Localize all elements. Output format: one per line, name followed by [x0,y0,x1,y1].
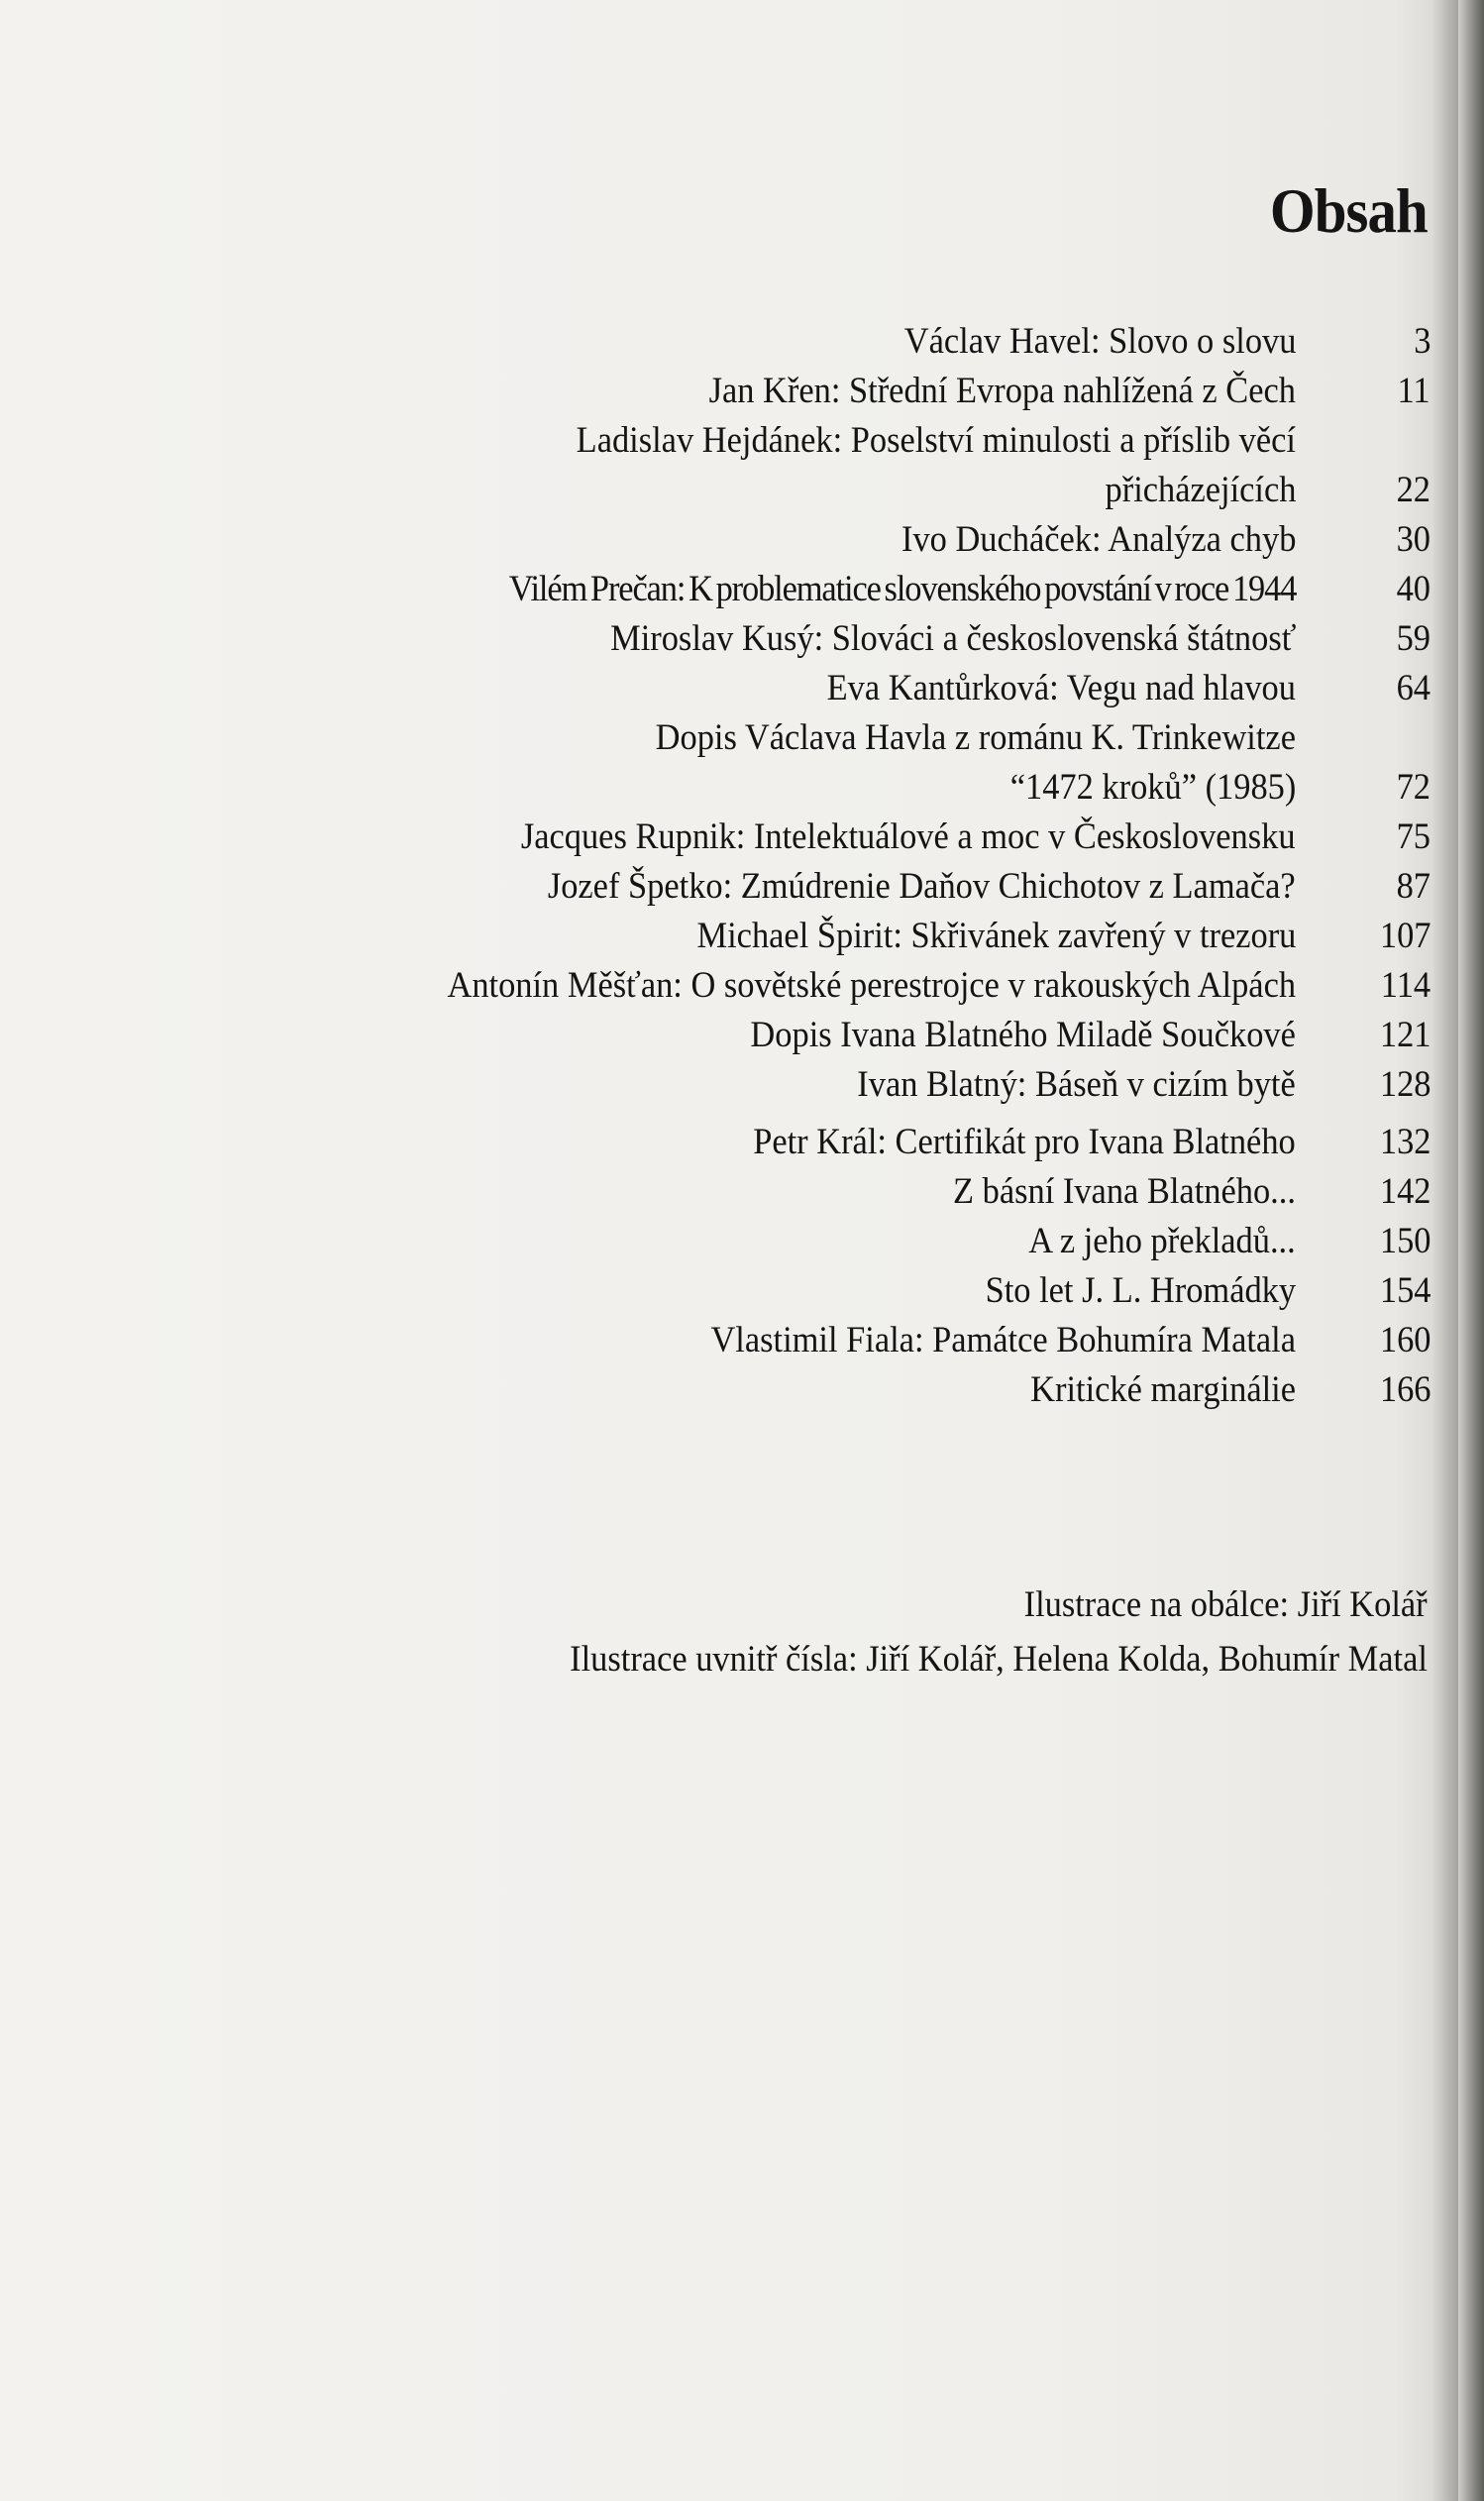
toc-entry-text: Vlastimil Fiala: Památce Bohumíra Matala [710,1320,1296,1360]
toc-entry-text: Vilém Prečan: K problematice slovenského povstání v roce 1944 [508,569,1296,609]
toc-entry-text: Jozef Špetko: Zmúdrenie Daňov Chichotov z Lamača? [548,866,1296,907]
toc-entry [0,713,1484,763]
toc-page-number: 59 [1396,618,1431,659]
toc-page-number: 166 [1379,1369,1431,1410]
page-title: Obsah [1269,175,1428,246]
toc-entry-text: Jan Křen: Střední Evropa nahlížená z Čech [708,371,1296,411]
toc-entry [0,1118,1484,1167]
toc-entry-text: Antonín Měšťan: O sovětské perestrojce v rakouských Alpách [447,965,1296,1006]
toc-entry-text: Ivo Ducháček: Analýza chyb [901,519,1296,560]
toc-entry-text: Z básní Ivana Blatného... [953,1171,1296,1212]
toc-entry-text: Václav Havel: Slovo o slovu [903,321,1296,362]
toc-entry [0,1167,1484,1217]
toc-page-number: 40 [1396,569,1431,609]
toc-entry-text: Dopis Václava Havla z románu K. Trinkewitze [655,717,1296,758]
toc-page-number: 3 [1413,321,1431,362]
toc-entry-text: Dopis Ivana Blatného Miladě Součkové [750,1015,1296,1055]
toc-entry [0,1316,1484,1365]
toc-entry-text: Kritické marginálie [1030,1369,1296,1410]
toc-page-number: 160 [1379,1320,1431,1360]
toc-entry [0,912,1484,961]
toc-page-number: 142 [1379,1171,1431,1212]
toc-page-number: 107 [1379,916,1431,956]
toc-page-number: 11 [1397,371,1431,411]
toc-page-number: 87 [1396,866,1431,907]
toc-page-number: 72 [1396,767,1431,808]
toc-page-number: 30 [1396,519,1431,560]
toc-page-number: 154 [1379,1270,1431,1311]
toc-page-number: 22 [1396,470,1431,510]
toc-entry-text: Petr Král: Certifikát pro Ivana Blatného [753,1122,1296,1162]
toc-page-number: 132 [1379,1122,1431,1162]
toc-entry [0,1266,1484,1316]
toc-entry-text: Sto let J. L. Hromádky [985,1270,1296,1311]
toc-entry-text: Eva Kantůrková: Vegu nad hlavou [826,668,1296,708]
toc-entry [0,515,1484,565]
toc-entry-text: přicházejících [1105,470,1296,510]
toc-page-number: 128 [1379,1064,1431,1105]
toc-entry [0,813,1484,862]
toc-entry [0,367,1484,416]
toc-page-number: 75 [1396,816,1431,857]
toc-entry [0,614,1484,664]
toc-entry [0,416,1484,466]
toc-entry [0,664,1484,713]
toc-entry-text: Jacques Rupnik: Intelektuálové a moc v Československu [521,816,1296,857]
inside-illustration-credit: Ilustrace uvnitř čísla: Jiří Kolář, Helena Kolda, Bohumír Matal [570,1639,1428,1680]
toc-entry-text: A z jeho překladů... [1028,1221,1296,1261]
toc-page-number: 121 [1379,1015,1431,1055]
toc-entry-text: Miroslav Kusý: Slováci a československá štátnosť [609,618,1296,659]
toc-page-number: 150 [1379,1221,1431,1261]
toc-entry [0,1011,1484,1060]
toc-entry-text: Ladislav Hejdánek: Poselství minulosti a příslib věcí [576,420,1296,461]
toc-entry [0,466,1484,515]
toc-entry [0,565,1484,614]
toc-page-number: 114 [1380,965,1431,1006]
toc-entry-text: Ivan Blatný: Báseň v cizím bytě [857,1064,1296,1105]
toc-entry-text: “1472 kroků” (1985) [1009,767,1296,808]
toc-entry [0,862,1484,912]
toc-entry [0,1365,1484,1415]
toc-entry [0,1217,1484,1266]
toc-entry [0,1060,1484,1110]
toc-entry-text: Michael Špirit: Skřivánek zavřený v trezoru [696,916,1296,956]
toc-entry [0,763,1484,813]
cover-illustration-credit: Ilustrace na obálce: Jiří Kolář [1023,1584,1428,1625]
toc-page-number: 64 [1396,668,1431,708]
toc-entry [0,961,1484,1011]
toc-entry [0,317,1484,367]
